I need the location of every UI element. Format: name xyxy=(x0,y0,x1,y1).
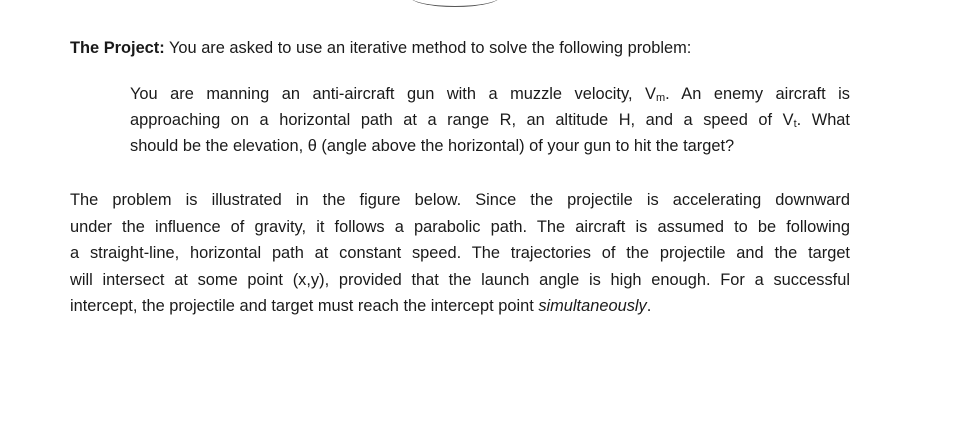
explanation-paragraph xyxy=(70,187,850,320)
problem-line-1-text: You are manning an anti-aircraft gun with a muzzle velocity, V xyxy=(130,85,656,103)
problem-line-1 xyxy=(130,81,850,107)
paragraph-line-5 xyxy=(70,293,850,320)
project-heading xyxy=(70,36,691,60)
heading-label: The Project: xyxy=(70,39,165,57)
problem-statement xyxy=(130,81,850,159)
paragraph-line-5-text: intercept, the projectile and target must reach the intercept point xyxy=(70,297,539,315)
paragraph-line-5-tail: . xyxy=(646,297,652,315)
problem-line-2 xyxy=(130,107,850,133)
paragraph-line-4: will intersect at some point (x,y), provided that the launch angle is high enough. For a successful xyxy=(70,270,850,289)
simultaneously-emphasis: simultaneously xyxy=(538,297,647,315)
problem-line-2-text: approaching on a horizontal path at a range R, an altitude H, and a speed of V xyxy=(130,111,794,129)
problem-line-1-tail: . An enemy aircraft is xyxy=(665,85,850,103)
problem-line-3: should be the elevation, θ (angle above the horizontal) of your gun to hit the target? xyxy=(130,137,735,155)
heading-text: You are asked to use an iterative method to solve the following problem: xyxy=(164,39,692,57)
target-velocity-subscript: t xyxy=(793,118,797,130)
paragraph-line-3: a straight-line, horizontal path at constant speed. The trajectories of the projectile and the target xyxy=(70,244,850,262)
problem-line-2-tail: . What xyxy=(796,111,850,129)
paragraph-line-2: under the influence of gravity, it follows a parabolic path. The aircraft is assumed to be following xyxy=(70,217,850,236)
paragraph-line-1: The problem is illustrated in the figure below. Since the projectile is accelerating downward xyxy=(70,191,850,209)
muzzle-velocity-subscript: m xyxy=(655,92,666,104)
figure-arc-fragment xyxy=(410,0,500,7)
